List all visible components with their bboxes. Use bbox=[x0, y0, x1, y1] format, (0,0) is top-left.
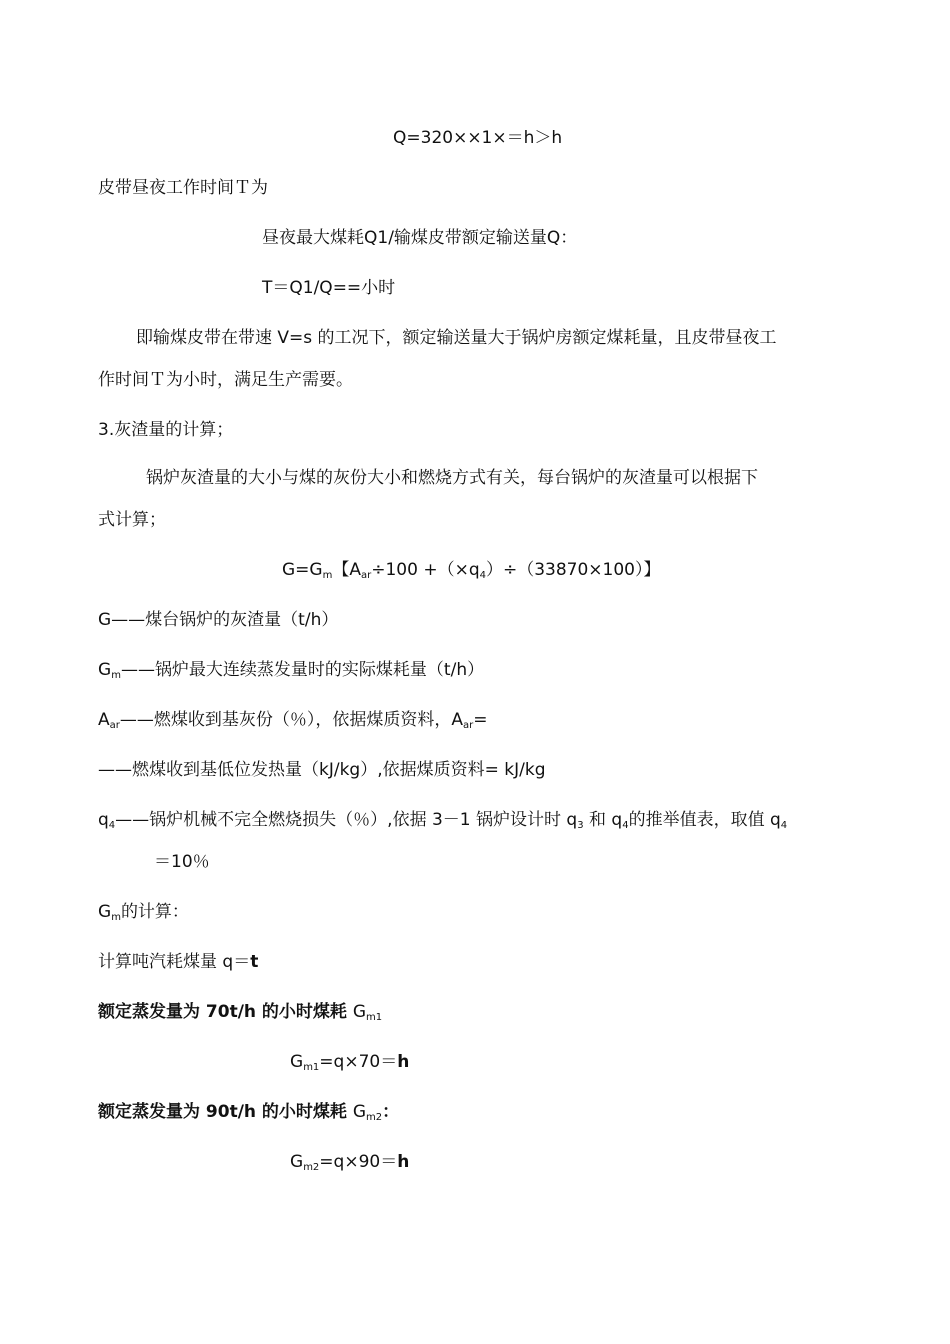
equation-q-text: Q=320××1×＝h＞h bbox=[393, 128, 563, 148]
heading-part: 额定蒸发量为 70t/h 的小时煤耗 bbox=[98, 1002, 353, 1022]
heading-part: 的计算： bbox=[120, 902, 189, 922]
definition-part: A bbox=[98, 710, 110, 730]
formula-part: G=G bbox=[282, 560, 323, 580]
equation-subscript: m2 bbox=[303, 1162, 320, 1173]
heading-subscript: m1 bbox=[366, 1012, 383, 1023]
ratio-unit: t bbox=[250, 952, 259, 972]
definition-subscript: ar bbox=[463, 720, 474, 731]
definition-part: 和 q bbox=[583, 810, 623, 830]
heading-part: G bbox=[98, 902, 112, 922]
definition-part: ——锅炉最大连续蒸发量时的实际煤耗量（t/h） bbox=[120, 660, 485, 680]
t-equation: T＝Q1/Q==小时 bbox=[262, 278, 396, 298]
paragraph-2-line-2: 式计算； bbox=[98, 510, 166, 530]
definition-subscript: 3 bbox=[577, 820, 584, 831]
formula-subscript: m bbox=[322, 570, 333, 581]
definition-aar bbox=[98, 708, 488, 732]
section-3-heading: 3.灰渣量的计算； bbox=[98, 420, 234, 440]
heading-part: G bbox=[352, 1102, 367, 1122]
equation-part: G bbox=[290, 1052, 304, 1072]
equation-part: =q×70＝ bbox=[319, 1052, 398, 1072]
definition-subscript: 4 bbox=[108, 820, 116, 831]
gm2-heading bbox=[98, 1100, 399, 1124]
equation-unit: h bbox=[397, 1152, 410, 1172]
paragraph-1-line-1: 即输煤皮带在带速 V=s 的工况下，额定输送量大于锅炉房额定煤耗量，且皮带昼夜工 bbox=[136, 328, 777, 348]
formula-part: 【A bbox=[332, 560, 361, 580]
definition-part: ——燃煤收到基灰份（％），依据煤质资料，A bbox=[119, 710, 464, 730]
definition-part: q bbox=[98, 810, 109, 830]
heading-subscript: m2 bbox=[366, 1112, 383, 1123]
equation-subscript: m1 bbox=[303, 1062, 320, 1073]
gm-calculation-heading bbox=[98, 900, 189, 924]
gm1-equation bbox=[290, 1050, 409, 1074]
definition-heat-value: ——燃煤收到基低位发热量（kJ/kg）,依据煤质资料= kJ/kg bbox=[98, 760, 546, 780]
t-heading: 皮带昼夜工作时间Ｔ为 bbox=[98, 178, 268, 198]
equation-unit: h bbox=[397, 1052, 410, 1072]
equation-part: =q×90＝ bbox=[319, 1152, 398, 1172]
heading-subscript: m bbox=[111, 912, 121, 923]
definition-gm bbox=[98, 658, 484, 682]
definition-subscript: m bbox=[111, 670, 121, 681]
ash-formula bbox=[282, 558, 661, 582]
definition-subscript: 4 bbox=[780, 820, 788, 831]
heading-part: G bbox=[352, 1002, 367, 1022]
definition-part: G bbox=[98, 660, 112, 680]
equation-q bbox=[393, 126, 562, 150]
t-definition: 昼夜最大煤耗Q1/输煤皮带额定输送量Q： bbox=[262, 228, 578, 248]
definition-q4-value: ＝10％ bbox=[154, 852, 210, 872]
formula-subscript: 4 bbox=[479, 570, 486, 581]
definition-q4 bbox=[98, 808, 787, 832]
formula-subscript: ar bbox=[360, 570, 372, 581]
formula-part: ÷100 +（×q bbox=[371, 560, 480, 580]
ratio-text: 计算吨汽耗煤量 q＝ bbox=[98, 952, 251, 972]
formula-part: ）÷（33870×100）】 bbox=[485, 560, 661, 580]
equation-part: G bbox=[290, 1152, 304, 1172]
heading-part: ： bbox=[382, 1102, 400, 1122]
heading-part: 额定蒸发量为 90t/h 的小时煤耗 bbox=[98, 1102, 353, 1122]
definition-subscript: 4 bbox=[622, 820, 629, 831]
definition-part: = bbox=[473, 710, 488, 730]
definition-part: 的推举值表，取值 q bbox=[628, 810, 781, 830]
paragraph-1-line-2: 作时间Ｔ为小时，满足生产需要。 bbox=[98, 370, 353, 390]
definition-part: ——锅炉机械不完全燃烧损失（％）,依据 3－1 锅炉设计时 q bbox=[115, 810, 578, 830]
definition-g: G——煤台锅炉的灰渣量（t/h） bbox=[98, 610, 339, 630]
paragraph-2-line-1: 锅炉灰渣量的大小与煤的灰份大小和燃烧方式有关，每台锅炉的灰渣量可以根据下 bbox=[146, 468, 758, 488]
gm1-heading bbox=[98, 1000, 382, 1024]
steam-coal-ratio bbox=[98, 950, 258, 974]
definition-subscript: ar bbox=[109, 720, 120, 731]
gm2-equation bbox=[290, 1150, 409, 1174]
